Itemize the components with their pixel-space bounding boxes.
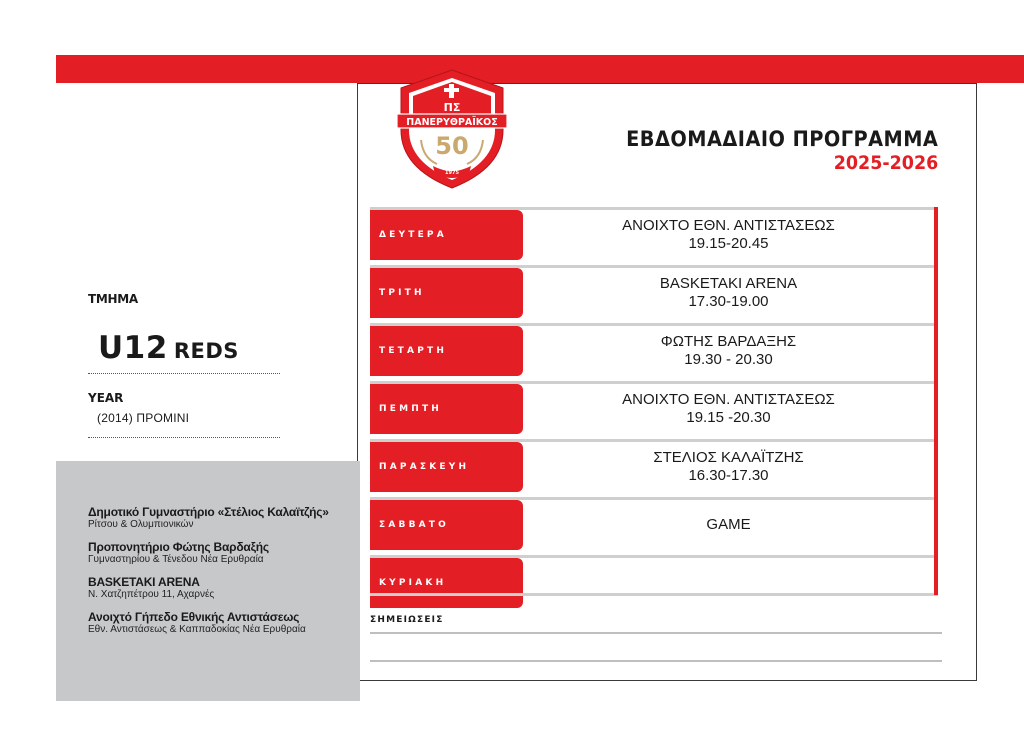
- team-main: U12: [98, 330, 168, 366]
- team-sub: REDS: [173, 339, 239, 363]
- venue-name: Προπονητήριο Φώτης Βαρδαξής: [88, 540, 269, 554]
- venue-address: Εθν. Αντιστάσεως & Καππαδοκίας Νέα Ερυθραία: [88, 624, 306, 635]
- schedule-row-wednesday: [370, 323, 938, 376]
- session-time: 19.15 -20.30: [686, 409, 771, 426]
- notes-label: ΣΗΜΕΙΩΣΕΙΣ: [370, 615, 444, 625]
- team-name: [98, 330, 239, 366]
- session-venue: ΣΤΕΛΙΟΣ ΚΑΛΑΪΤΖΗΣ: [653, 449, 804, 466]
- day-label: ΤΕΤΑΡΤΗ: [370, 326, 523, 376]
- session-info: [523, 210, 934, 260]
- session-info: [523, 558, 934, 608]
- venue-name: BASKETAKI ARENA: [88, 575, 200, 589]
- venue-item: [88, 540, 360, 566]
- session-info: [523, 268, 934, 318]
- session-info: [523, 384, 934, 434]
- notes-line: [370, 632, 942, 634]
- venue-item: [88, 575, 360, 601]
- session-time: 19.15-20.45: [688, 235, 769, 252]
- schedule-row-friday: [370, 439, 938, 492]
- session-info: [523, 442, 934, 492]
- day-label: ΤΡΙΤΗ: [370, 268, 523, 318]
- session-info: [523, 500, 934, 550]
- crest-year: 1975: [445, 170, 459, 176]
- schedule-row-sunday: [370, 555, 938, 608]
- day-label: ΚΥΡΙΑΚΗ: [370, 558, 523, 608]
- session-venue: ΦΩΤΗΣ ΒΑΡΔΑΞΗΣ: [660, 333, 797, 350]
- club-crest: [393, 68, 511, 190]
- header: [599, 127, 938, 174]
- venue-name: Δημοτικό Γυμναστήριο «Στέλιος Καλαϊτζής»: [88, 505, 329, 519]
- session-time: 16.30-17.30: [688, 467, 769, 484]
- schedule-bottom-divider: [370, 593, 938, 596]
- schedule-row-monday: [370, 207, 938, 260]
- day-label: ΣΑΒΒΑΤΟ: [370, 500, 523, 550]
- crest-shield-icon: [393, 68, 511, 190]
- dotted-divider: [88, 437, 280, 438]
- crest-club-name: ΠΑΝΕΡΥΘΡΑΪΚΟΣ: [406, 117, 498, 128]
- year-label: YEAR: [88, 391, 124, 405]
- venues-panel: [56, 461, 360, 701]
- venue-address: Ν. Χατζηπέτρου 11, Αχαρνές: [88, 589, 215, 600]
- session-venue: BASKETAKI ARENA: [659, 275, 798, 292]
- page-title: ΕΒΔΟΜΑΔΙΑΙΟ ΠΡΟΓΡΑΜΜΑ: [625, 127, 938, 151]
- day-label: ΔΕΥΤΕΡΑ: [370, 210, 523, 260]
- weekly-schedule: [370, 207, 938, 613]
- schedule-accent-line: [934, 207, 938, 595]
- dotted-divider: [88, 373, 280, 374]
- session-info: [523, 326, 934, 376]
- notes-line: [370, 660, 942, 662]
- session-venue: GAME: [706, 516, 751, 533]
- venue-name: Ανοιχτό Γήπεδο Εθνικής Αντιστάσεως: [88, 610, 300, 624]
- session-time: 19.30 - 20.30: [684, 351, 773, 368]
- schedule-row-thursday: [370, 381, 938, 434]
- day-label: ΠΑΡΑΣΚΕΥΗ: [370, 442, 523, 492]
- crest-letters: ΠΣ: [443, 101, 461, 114]
- session-venue: ΑΝΟΙΧΤΟ ΕΘΝ. ΑΝΤΙΣΤΑΣΕΩΣ: [622, 391, 835, 408]
- schedule-row-tuesday: [370, 265, 938, 318]
- venue-item: [88, 505, 360, 531]
- top-red-bar: [56, 55, 1024, 83]
- schedule-row-saturday: [370, 497, 938, 550]
- team-section-label: ΤΜΗΜΑ: [88, 292, 138, 306]
- session-venue: ΑΝΟΙΧΤΟ ΕΘΝ. ΑΝΤΙΣΤΑΣΕΩΣ: [622, 217, 835, 234]
- session-time: 17.30-19.00: [688, 293, 769, 310]
- year-value: (2014) ΠΡΟΜΙΝΙ: [97, 411, 190, 425]
- venue-address: Ρίτσου & Ολυμπιονικών: [88, 519, 194, 530]
- venue-item: [88, 610, 360, 636]
- day-label: ΠΕΜΠΤΗ: [370, 384, 523, 434]
- crest-anniversary: 50: [435, 132, 469, 160]
- venue-address: Γυμναστηρίου & Τένεδου Νέα Ερυθραία: [88, 554, 264, 565]
- season-label: 2025-2026: [833, 152, 938, 174]
